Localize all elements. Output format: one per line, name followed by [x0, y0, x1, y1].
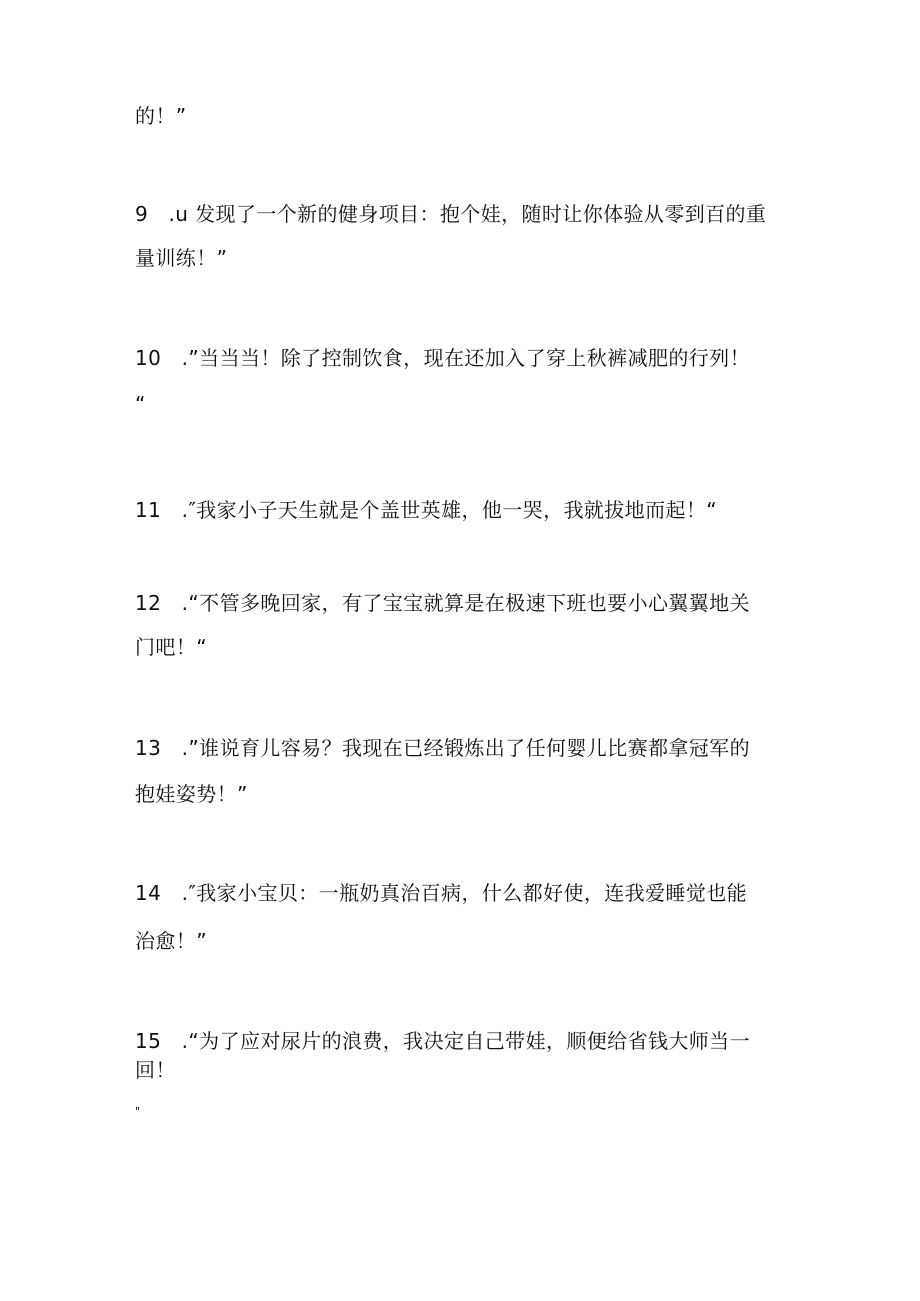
text-line: 抱娃姿势！”: [135, 782, 248, 806]
trailing-quote-mark: ": [135, 1105, 141, 1118]
text-line: 13 .”谁说育儿容易？我现在已经锻炼出了任何婴儿比赛都拿冠军的: [135, 736, 750, 760]
text-line: 14 .″我家小宝贝：一瓶奶真治百病，什么都好使，连我爱睡觉也能: [135, 881, 748, 905]
text-line: 量训练！”: [135, 246, 228, 270]
text-line: 的！”: [135, 104, 187, 128]
text-line: 门吧！“: [135, 635, 207, 659]
text-line: 9 .u 发现了一个新的健身项目：抱个娃，随时让你体验从零到百的重: [135, 202, 767, 226]
text-line: 12 .“不管多晚回家，有了宝宝就算是在极速下班也要小心翼翼地关: [135, 591, 750, 615]
text-line: 10 .”当当当！除了控制饮食，现在还加入了穿上秋裤减肥的行列！: [135, 346, 750, 370]
text-line: 治愈！”: [135, 929, 207, 953]
text-line: 15 .“为了应对尿片的浪费，我决定自己带娃，顺便给省钱大师当一: [135, 1029, 750, 1053]
text-line: 回！: [135, 1058, 176, 1082]
text-line: “: [135, 392, 146, 416]
text-line: 11 .″我家小子天生就是个盖世英雄，他一哭，我就拔地而起！“: [135, 498, 718, 522]
